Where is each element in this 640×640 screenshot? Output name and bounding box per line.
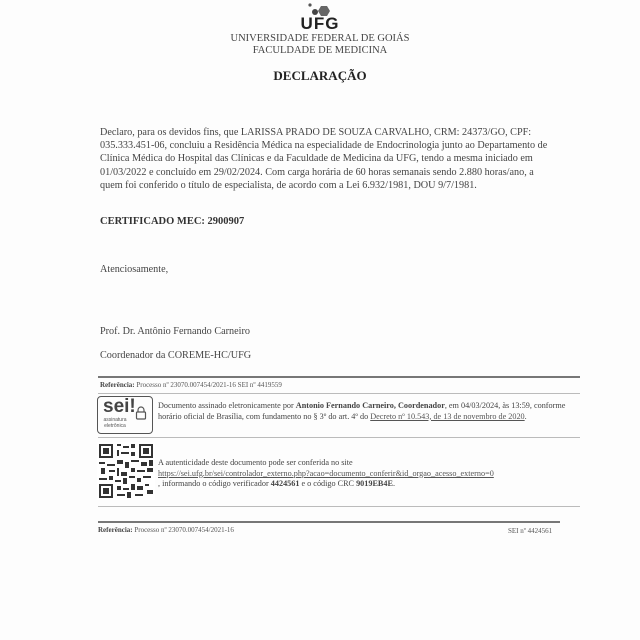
- divider: [98, 437, 580, 438]
- signer-name: Prof. Dr. Antônio Fernando Carneiro: [100, 326, 250, 337]
- divider: [98, 376, 580, 378]
- footer-divider: [98, 521, 560, 523]
- reference-value: Processo nº 23070.007454/2021-16 SEI nº 4419559: [136, 381, 282, 389]
- decree-link[interactable]: Decreto nº 10.543, de 13 de novembro de 2020: [370, 411, 525, 421]
- divider: [98, 393, 580, 394]
- document-title: DECLARAÇÃO: [273, 68, 367, 83]
- verification-url-link[interactable]: https://sei.ufg.br/sei/controlador_externo.php?acao=documento_conferir&id_orgao_acesso_externo=0: [158, 468, 494, 478]
- footer-reference-label: Referência:: [98, 526, 133, 534]
- sei-subtitle: assinatura eletrônica: [103, 417, 127, 429]
- footer-sei-number: SEI nº 4424561: [508, 527, 553, 535]
- divider: [98, 506, 580, 507]
- footer-reference: [98, 526, 234, 534]
- ufg-logo-text: UFG: [300, 14, 340, 33]
- declaration-paragraph: Declaro, para os devidos fins, que LARISSA PRADO DE SOUZA CARVALHO, CRM: 24373/GO, CPF: 035.333.451-06, concluiu a Residência Médica na especialidade de Endocrinologia junto ao Departamento de Clínica Médica do Hospital das Clínicas e da Faculdade de Medicina da UFG, tendo a mesma iniciado em 01/03/2022 e concluído em 29/02/2024. Com carga horária de 60 horas semanais sendo 2.880 horas/ano, a quem foi conferido o título de especialista, de acordo com a Lei 6.932/1981, DOU 9/7/1981.: [100, 127, 548, 191]
- crc-code: 9019EB4E: [356, 479, 393, 489]
- signer-role: Coordenador da COREME-HC/UFG: [100, 350, 252, 361]
- qr-code-icon: [97, 442, 155, 500]
- electronic-signature-text: Documento assinado eletronicamente por Antonio Fernando Carneiro, Coordenador, em 04/03/2024, às 13:59, conforme horário oficial de Brasília, com fundamento no § 3º do art. 4º do Decreto nº 10.543, de 13 de novembro de 2020.: [158, 401, 566, 421]
- closing-salutation: Atenciosamente,: [100, 264, 169, 275]
- authenticity-verification-text: A autenticidade deste documento pode ser conferida no site https://sei.ufg.br/sei/controlador_externo.php?acao=documento_conferir&id_orgao_acesso_externo=0 , informando o código verificador 4424561 e o código CRC 9019EB4E.: [158, 458, 494, 489]
- sei-logo-text: sei!: [103, 396, 136, 417]
- lock-icon: [135, 406, 147, 420]
- faculty-name: FACULDADE DE MEDICINA: [252, 45, 388, 56]
- verifier-code: 4424561: [270, 479, 300, 489]
- footer-reference-value: Processo nº 23070.007454/2021-16: [134, 526, 234, 534]
- reference-label: Referência:: [100, 381, 135, 389]
- university-name: UNIVERSIDADE FEDERAL DE GOIÁS: [230, 33, 410, 44]
- reference-top: [100, 381, 282, 389]
- mec-certificate: CERTIFICADO MEC: 2900907: [100, 216, 245, 227]
